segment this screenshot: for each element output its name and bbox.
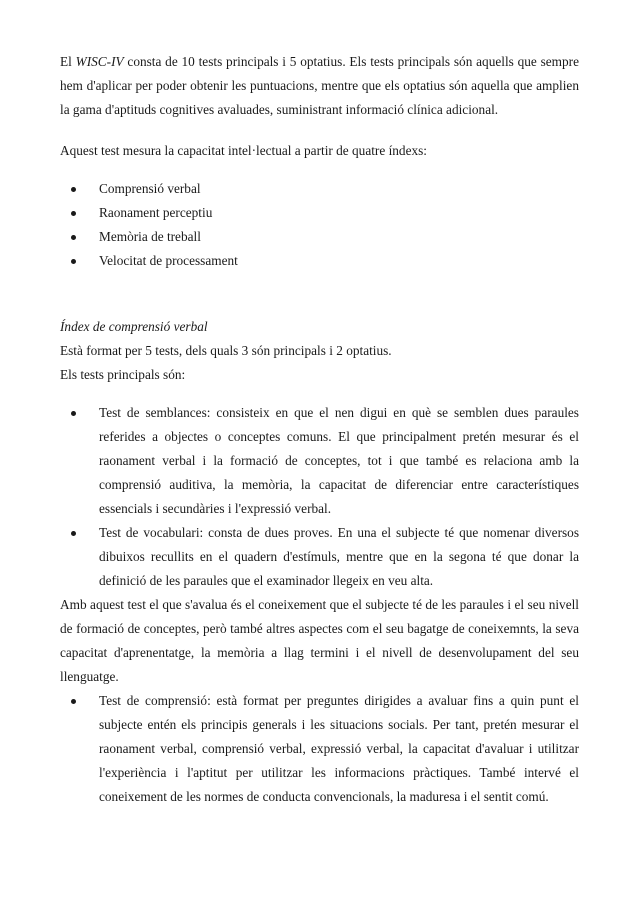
intro-pre: El: [60, 54, 76, 69]
tests-list-a: [60, 401, 579, 593]
wisc-title: WISC-IV: [75, 54, 124, 69]
intro-paragraph: [60, 50, 579, 122]
list-item: Test de semblances: consisteix en que el nen digui en què se semblen dues paraules referides a objectes o conceptes comuns. El que principalment pretén mesurar és el raonament verbal i la formació de conceptes, tot i que també es relaciona amb la comprensió auditiva, la memòria, la capacitat de diferenciar entre característiques essencials i secundàries i l'expressió verbal.: [60, 401, 579, 521]
section-description: Està format per 5 tests, dels quals 3 són principals i 2 optatius.: [60, 343, 392, 358]
list-item: Comprensió verbal: [60, 177, 579, 201]
section-heading: Índex de comprensió verbal: [60, 319, 208, 334]
document-page: [60, 50, 579, 809]
list-item: Test de vocabulari: consta de dues proves. En una el subjecte té que nomenar diversos dibuixos recullits en el quadern d'estímuls, mentre que en la segona té que donar la definició de les paraules que el examinador llegeix en veu alta.: [60, 521, 579, 593]
list-item: Memòria de treball: [60, 225, 579, 249]
list-item: Raonament perceptiu: [60, 201, 579, 225]
list-item: Test de comprensió: està format per preguntes dirigides a avaluar fins a quin punt el subjecte entén els principis generals i les situacions socials. Per tant, pretén mesurar el raonament verbal, comprensió verbal, expressió verbal, la capacitat d'avaluar i utilitzar l'experiència i l'aptitut per utilitzar les informacions pràctiques. També intervé el coneixement de les normes de conducta convencionals, la maduresa i el sentit comú.: [60, 689, 579, 809]
principal-tests-label: Els tests principals són:: [60, 367, 186, 382]
vocabulary-paragraph: Amb aquest test el que s'avalua és el coneixement que el subjecte té de les paraules i el seu nivell de formació de conceptes, però també altres aspectes com el seu bagatge de coneixemnts, la seva capacitat d'aprenentatge, la memòria a llag termini i el nivell de desenvolupament del seu llenguatge.: [60, 597, 579, 684]
measure-paragraph: Aquest test mesura la capacitat intel·lectual a partir de quatre índexs:: [60, 143, 427, 158]
list-item: Velocitat de processament: [60, 249, 579, 273]
intro-post: consta de 10 tests principals i 5 optatius. Els tests principals són aquells que sempre hem d'aplicar per poder obtenir les puntuacions, mentre que els optatius són aquella que amplien la gama d'aptituds cognitives avaluades, suministrant informació clínica adicional.: [60, 54, 579, 117]
tests-list-b: [60, 689, 579, 809]
indices-list: [60, 177, 579, 273]
